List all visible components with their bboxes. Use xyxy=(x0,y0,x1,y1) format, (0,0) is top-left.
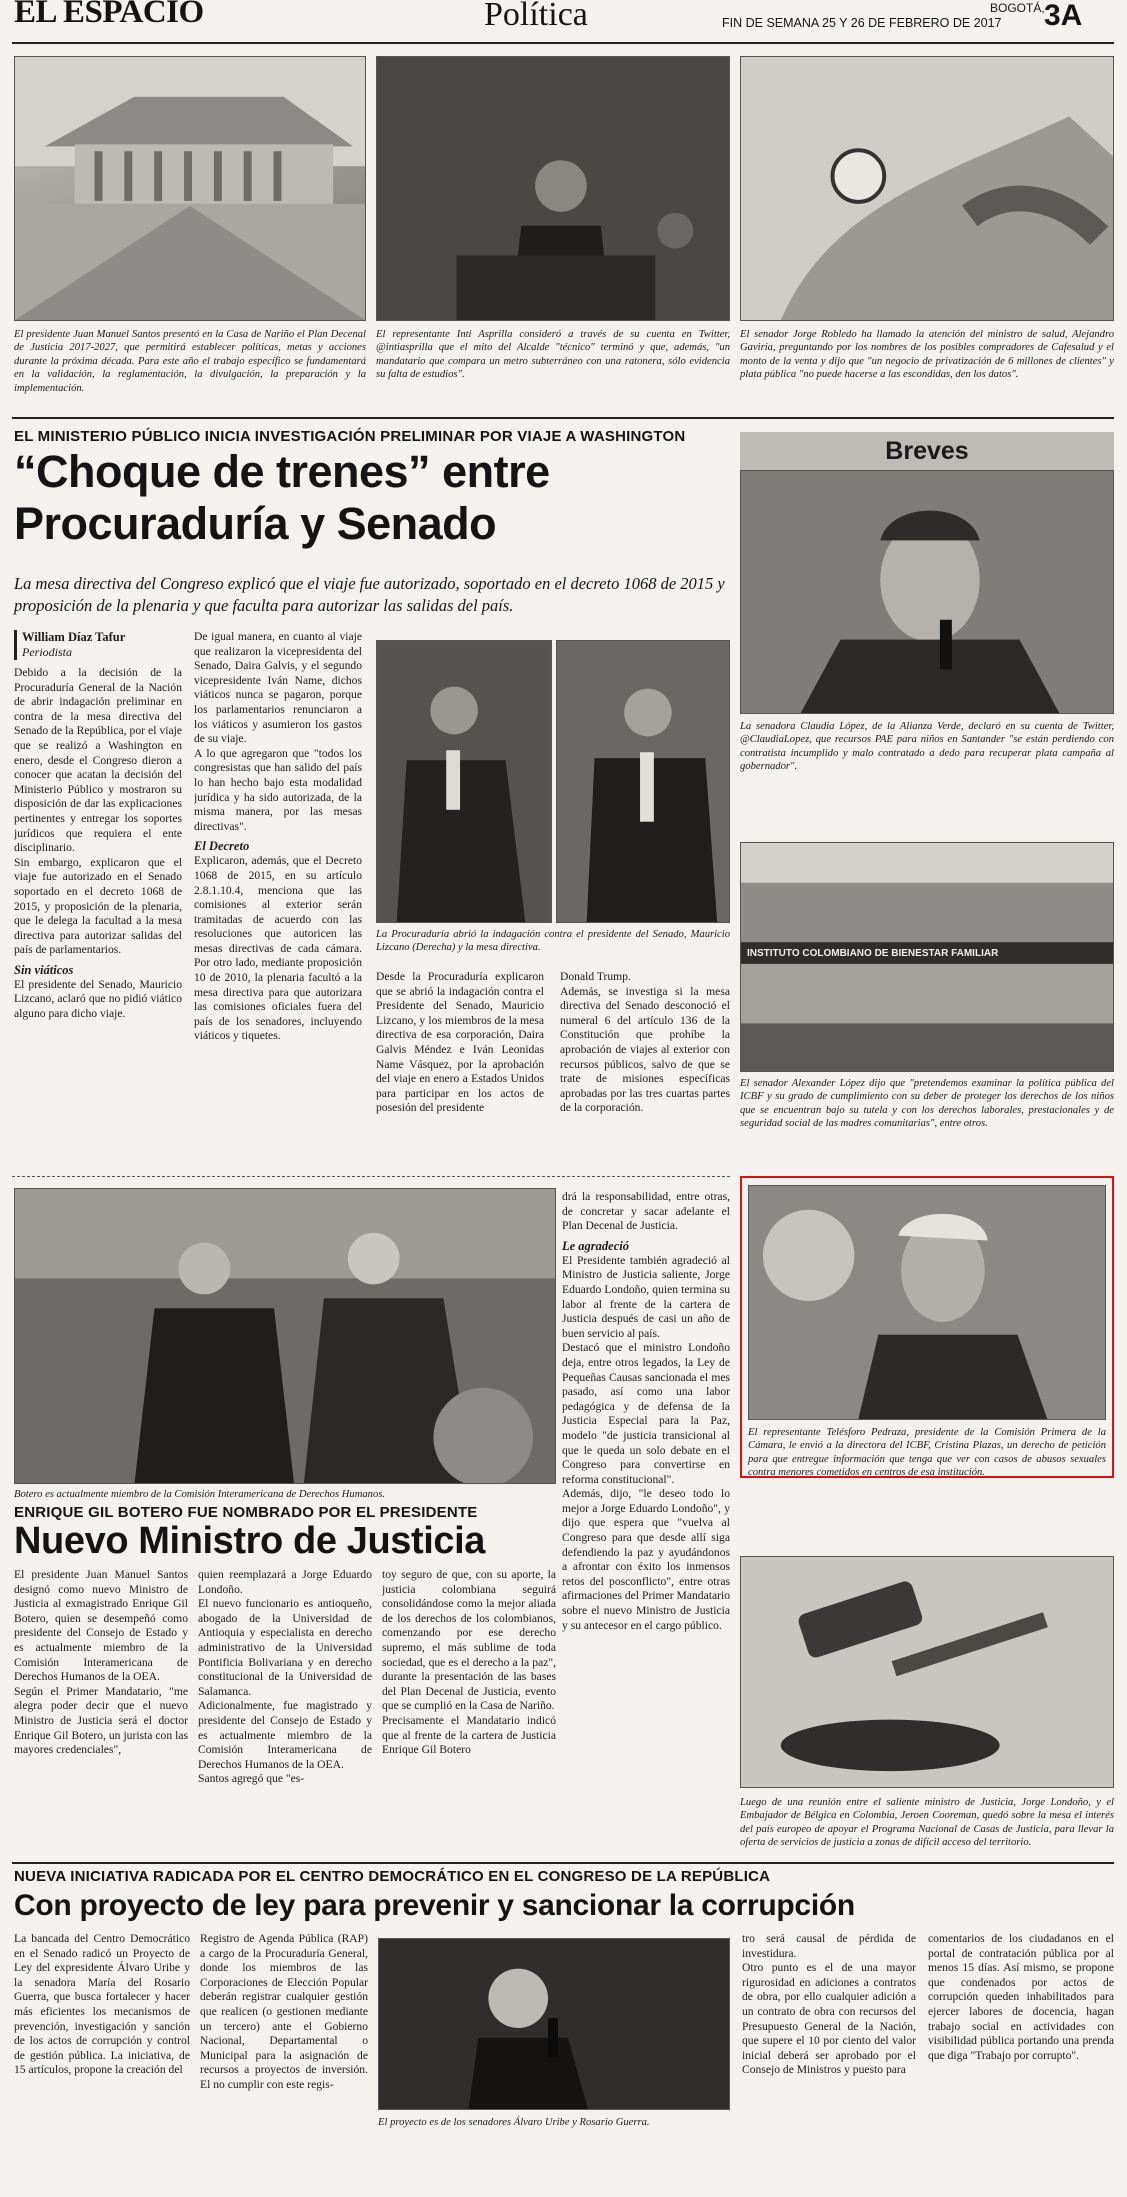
edition-date: FIN DE SEMANA 25 Y 26 DE FEBRERO DE 2017 xyxy=(722,16,1002,30)
byline-role: Periodista xyxy=(22,645,72,659)
caption-santos-plan-decenal: El presidente Juan Manuel Santos presentó en la Casa de Nariño el Plan Decenal de Justicia 2017-2027, que permitirá establecer políticas, metas y acciones durante la próxima década. Para este año el trabajo específico se fundamentará en la validación, la reglamentación, la divulgación, la preparación y la implementación. xyxy=(14,329,366,394)
story1-col2-p3: Explicaron, además, que el Decreto 1068 de 2015, en su artículo 2.8.1.10.4, menciona que las comisiones al exterior serán tramitadas de acuerdo con las resoluciones que autoricen las mesas directivas de cada cámara. Por otro lado, mediante proposición 10 de 2010, la plenaria facultó a la mesa directiva para que autorizara las comisiones oficiales fuera del país de los senadores, incluyendo viáticos y tiquetes. xyxy=(194,854,362,1043)
story1-col2-p2: A lo que agregaron que "todos los congresistas que han salido del país lo han hecho bajo esta modalidad jurídica y ha sido autorizada, de la misma manera, por las mesas directivas". xyxy=(194,746,362,833)
subhead-sin-viaticos: Sin viáticos xyxy=(14,962,74,977)
icbf-sign-text: INSTITUTO COLOMBIANO DE BIENESTAR FAMILIAR xyxy=(747,948,999,959)
story1-col3-p1: Desde la Procuraduría explicaron que se abrió la indagación contra el Presidente del Senado, Mauricio Lizcano, y los miembros de la mesa directiva de esa corporación, Daira Galvis Méndez e Iván Leonidas Name Vásquez, por la aprobación del viaje en enero a Estados Unidos para participar en los actos de posesión del presidente xyxy=(376,970,544,1115)
city-label: BOGOTÁ, xyxy=(990,1,1045,15)
story2-col4-p1: drá la responsabilidad, entre otras, de concretar y sacar adelante el Plan Decenal de Justicia. xyxy=(562,1190,730,1233)
highlight-box xyxy=(740,1176,1114,1478)
photo-gavel xyxy=(740,1556,1114,1788)
story2-col3-p1: toy seguro de que, con su aporte, la justicia colombiana seguirá consolidándose como la mejor aliada de los derechos de los colombianos, comenzando por ese derecho supremo, el más sublime de toda sociedad, que es el derecho a la paz", durante la presentación de las bases del Plan Decenal de Justicia, evento que se cumplió en la Casa de Nariño. xyxy=(382,1568,556,1713)
story2-col4-p2: El Presidente también agradeció al Ministro de Justicia saliente, Jorge Eduardo Londoño, quien termina su labor al frente de la cartera de Justicia después de casi un año de buen servicio al país. xyxy=(562,1253,730,1340)
story3-col2-p1: Registro de Agenda Pública (RAP) a cargo de la Procuraduría General, donde los miembros de las Corporaciones de Elección Popular deberán registrar cualquier gestión que realicen (o gestionen mediante un tercero) ante el Gobierno Nacional, Departamental o Municipal para la asignación de recursos a proyectos de inversión. El no cumplir con este regis- xyxy=(200,1932,368,2091)
photo-procuraduria-right xyxy=(556,640,730,923)
story3-col3-p1: tro será causal de pérdida de investidura. xyxy=(742,1932,916,1960)
subhead-el-decreto: El Decreto xyxy=(194,839,250,854)
story1-headline-line2: Procuraduría y Senado xyxy=(14,498,497,549)
subhead-le-agradecio: Le agradeció xyxy=(562,1238,629,1253)
story1-col1-p1: Debido a la decisión de la Procuraduría General de la Nación de abrir indagación preliminar en contra de la mesa directiva del Senado de la República, por el viaje que se realizó a Washington en enero, desde el Congreso dieron a conocer que acatan la decisión del Ministerio Público y mostraron su disposición de dar las explicaciones pertinentes y entregar los soportes jurídicos que requiera el ente disciplinario. xyxy=(14,666,182,855)
masthead-rule xyxy=(12,42,1114,44)
masthead xyxy=(0,0,1127,42)
story1-col2-p1: De igual manera, en cuanto al viaje que realizaron la vicepresidenta del Senado, Daira Galvis, y el segundo vicepresidente Iván Name, dichos viáticos nunca se pagaron, porque los parlamentarios renunciaron a los viáticos y asumieron los gastos de su viaje. xyxy=(194,630,362,746)
story2-col3 xyxy=(382,1568,556,1860)
story3-col1 xyxy=(14,1932,190,2186)
story2-col2-p1: quien reemplazará a Jorge Eduardo Londoño. xyxy=(198,1568,372,1596)
story2-headline: Nuevo Ministro de Justicia xyxy=(14,1520,486,1562)
breves-telesforo-pedraza: El representante Telésforo Pedraza, presidente de la Comisión Primera de la Cámara, le envió a la directora del ICBF, Cristina Plazas, un derecho de petición para que entregue información que tenga que ver con casos de abusos sexuales contra menores cometidos en centros de esa institución. xyxy=(748,1427,1106,1479)
story3-col3 xyxy=(742,1932,916,2186)
story2-col2-p4: Santos agregó que "es- xyxy=(198,1772,305,1786)
photo-claudia-lopez xyxy=(740,470,1114,714)
page-number: 3A xyxy=(1044,0,1083,32)
story1-col4-p2: Además, se investiga si la mesa directiva del Senado desconoció el numeral 6 del artículo 136 de la Constitución que prohíbe la aprobación de viajes al exterior con recursos públicos, salvo de que se trate de misiones específicas aprobadas por las tres cuartas partes de la corporación. xyxy=(560,984,730,1115)
story2-col4-p3: Destacó que el ministro Londoño deja, entre otros legados, la Ley de Pequeñas Causas sancionada el mes pasado, así como una labor pedagógica y de defensa de la Justicia Especial para la Paz, modelo "de justicia transicional al que le queda un solo debate en el Congreso para convertirse en reforma constitucional". xyxy=(562,1341,730,1486)
photo-procuraduria-left xyxy=(376,640,552,923)
photo-santos-gil-botero xyxy=(14,1188,556,1484)
story1-col2 xyxy=(194,630,362,1160)
photo-casa-narino xyxy=(14,56,366,321)
caption-jorge-robledo: El senador Jorge Robledo ha llamado la atención del ministro de salud, Alejandro Gaviria, preguntando por los nombres de los posibles compradores de Cafesalud y el monto de la venta y dijo que "un negocio de privatización de 6 millones de clientes" y plata pública "no puede hacerse a las escondidas, den los datos". xyxy=(740,329,1114,381)
caption-procuraduria: La Procuraduría abrió la indagación contra el presidente del Senado, Mauricio Lizcano (Derecha) y la mesa directiva. xyxy=(376,929,730,954)
story3-col4-p1: comentarios de los ciudadanos en el portal de contratación pública por al menos 15 días. Así mismo, se propone que condenados por actos de corrupción queden inhabilitados para ejercer labores de docencia, hagan trabajo social en actividades con visibilidad pública portando una prenda que diga "Trabajo por corrupto". xyxy=(928,1932,1114,2062)
story3-col4 xyxy=(928,1932,1114,2186)
story2-col2-p2: El nuevo funcionario es antioqueño, abogado de la Universidad de Antioquia y especialista en derecho administrativo de la Universidad Pontificia Bolivariana y en derecho constitucional de la Universidad de Salamanca. xyxy=(198,1597,372,1698)
breves-alexander-lopez: El senador Alexander López dijo que "pretendemos examinar la política pública del ICBF y su grado de cumplimiento con su deber de proteger los derechos de los niños que se encuentran bajo su tutela y con los derechos laborales, prestacionales y de seguridad social de las madres comunitarias", entre otros. xyxy=(740,1078,1114,1130)
paper-name: EL ESPACIO xyxy=(14,0,204,30)
story2-col1 xyxy=(14,1568,188,1860)
breves-title: Breves xyxy=(885,437,969,465)
story3-top-rule xyxy=(12,1862,1114,1864)
story3-col3-p2: Otro punto es el de una mayor rigurosidad en adiciones a contratos de obra, por ello cualquier adición a un contrato de obra con recursos del Presupuesto General de la Nación, que supere el 10 por ciento del valor inicial deberá ser aprobado por el Consejo de Ministros y puesto para xyxy=(742,1961,916,2077)
story1-col1-p2: Sin embargo, explicaron que el viaje fue autorizado en el Senado soportado en el decreto 1068 de 2015, y proposición de la plenaria, que le delega la facultad a la mesa directiva para autorizar salidas del país de parlamentarios. xyxy=(14,855,182,957)
section-title: Política xyxy=(484,0,588,33)
photo-inti-asprilla xyxy=(376,56,730,321)
photo-robledo-watch xyxy=(740,56,1114,321)
story3-col1-p1: La bancada del Centro Democrático en el Senado radicó un Proyecto de Ley del expresidente Álvaro Uribe y la senadora María del Rosario Guerra, que busca fortalecer y hacer más eficientes los mecanismos de prevención, investigación y sanción de los actos de corrupción y control de gestión pública. La iniciativa, de 15 artículos, propone la creación del xyxy=(14,1932,190,2077)
story1-col1 xyxy=(14,630,182,1160)
breves-casas-de-justicia: Luego de una reunión entre el saliente ministro de Justicia, Jorge Londoño, y el Embajador de Bélgica en Colombia, Jeroen Cooreman, quedó sobre la mesa el interés del país europeo de apoyar el Programa Nacional de Casas de Justicia, para llevar la oferta de servicios de justicia a zonas de difícil acceso del territorio. xyxy=(740,1797,1114,1849)
story1-col3 xyxy=(376,970,544,1160)
story2-kicker: ENRIQUE GIL BOTERO FUE NOMBRADO POR EL PRESIDENTE xyxy=(14,1504,478,1521)
story2-col2 xyxy=(198,1568,372,1860)
story1-col1-p3: El presidente del Senado, Mauricio Lizcano, aclaró que no pidió viático alguno para dicho viaje. xyxy=(14,977,182,1021)
caption-inti-asprilla: El representante Inti Asprilla consideró a través de su cuenta en Twitter, @intiasprilla que el mito del Alcalde "técnico" terminó y que, además, "un mandatario que compara un metro subterráneo con una ratonera, sólo evidencia su falta de estudios". xyxy=(376,329,730,381)
story1-headline-line1: “Choque de trenes” entre xyxy=(14,446,550,497)
top-row-rule xyxy=(12,417,1114,419)
story1-deck: La mesa directiva del Congreso explicó que el viaje fue autorizado, soportado en el decreto 1068 de 2015 y proposición de la plenaria y que faculta para autorizar las salidas del país. xyxy=(14,574,725,615)
breves-claudia-lopez: La senadora Claudia López, de la Alianza Verde, declaró en su cuenta de Twitter, @ClaudiaLopez, que recursos PAE para niños en Santander "se están perdiendo con contratista incumplido y malo contratado a dedo para recuperar plata campaña al gobernador". xyxy=(740,721,1114,773)
story2-col1-p1: El presidente Juan Manuel Santos designó como nuevo Ministro de Justicia al exmagistrado Enrique Gil Botero, quien se desempeñó como presidente del Consejo de Estado y es actualmente miembro de la Comisión Interamericana de Derechos Humanos de la OEA. xyxy=(14,1568,188,1684)
byline-name: William Díaz Tafur xyxy=(22,630,126,644)
caption-uribe-guerra: El proyecto es de los senadores Álvaro Uribe y Rosario Guerra. xyxy=(378,2117,650,2128)
breves-header xyxy=(740,432,1114,470)
story1-col4-p1: Donald Trump. xyxy=(560,970,631,983)
story2-col4 xyxy=(562,1190,730,1860)
story1-col4 xyxy=(560,970,730,1160)
story1-bottom-rule xyxy=(12,1176,730,1177)
story2-col4-p4: Además, dijo, "le deseo todo lo mejor a Jorge Eduardo Londoño", y dijo que espera que "vuelva al Congreso para que desde allí siga defendiendo la paz y ayudándonos a afrontar con éxito los inmensos retos del posconflicto", entre otras afirmaciones del Primer Mandatario sobre el nuevo Ministro de Justicia y su antecesor en el cargo público. xyxy=(562,1487,730,1632)
story2-col2-p3: Adicionalmente, fue magistrado y presidente del Consejo de Estado y es actualmente miembro de la Comisión Interamericana de Derechos Humanos de la OEA. xyxy=(198,1699,372,1771)
caption-botero-cidh: Botero es actualmente miembro de la Comisión Interamericana de Derechos Humanos. xyxy=(14,1489,386,1500)
story3-kicker: NUEVA INICIATIVA RADICADA POR EL CENTRO DEMOCRÁTICO EN EL CONGRESO DE LA REPÚBLICA xyxy=(14,1868,771,1885)
story3-col2 xyxy=(200,1932,368,2186)
story1-kicker: EL MINISTERIO PÚBLICO INICIA INVESTIGACIÓN PRELIMINAR POR VIAJE A WASHINGTON xyxy=(14,428,686,445)
photo-uribe xyxy=(378,1938,730,2110)
story3-headline: Con proyecto de ley para prevenir y sancionar la corrupción xyxy=(14,1889,855,1922)
story2-col3-p2: Precisamente el Mandatario indicó que al frente de la cartera de Justicia Enrique Gil Botero xyxy=(382,1713,556,1757)
photo-icbf-building xyxy=(740,842,1114,1072)
story2-col1-p2: Según el Primer Mandatario, "me alegra poder decir que el nuevo Ministro de Justicia será el doctor Enrique Gil Botero, un jurista con las mayores credenciales", xyxy=(14,1684,188,1757)
